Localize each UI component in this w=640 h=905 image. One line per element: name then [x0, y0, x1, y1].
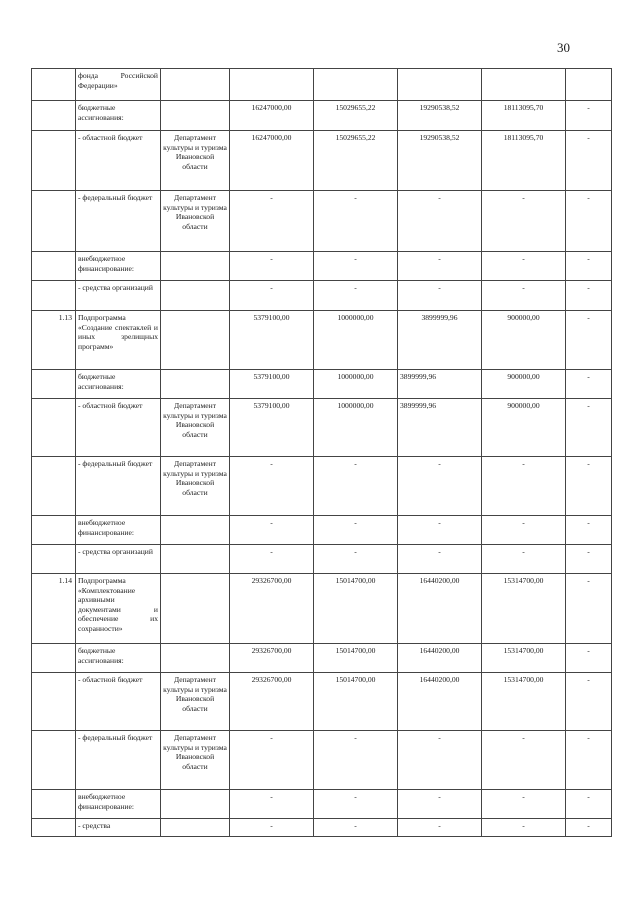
- row-number-cell: [32, 516, 76, 545]
- executor-cell: Департамент культуры и туризма Ивановской области: [161, 131, 230, 191]
- executor-cell: [161, 819, 230, 837]
- value-cell-4: 900000,00: [482, 370, 566, 399]
- row-number-cell: [32, 819, 76, 837]
- value-cell-3: -: [398, 790, 482, 819]
- table-row: [32, 101, 612, 131]
- executor-cell: [161, 370, 230, 399]
- value-cell-2: -: [314, 516, 398, 545]
- value-cell-3: 3899999,96: [398, 311, 482, 370]
- row-number-cell: [32, 399, 76, 457]
- item-name-cell: Подпрограмма «Создание спектаклей и иных зрелищных программ»: [76, 311, 161, 370]
- value-cell-4: -: [482, 790, 566, 819]
- value-cell-5: -: [566, 516, 612, 545]
- executor-cell: Департамент культуры и туризма Ивановской области: [161, 673, 230, 731]
- item-name-cell: - федеральный бюджет: [76, 191, 161, 252]
- item-name-cell: бюджетные ассигнования:: [76, 370, 161, 399]
- value-cell-2: -: [314, 252, 398, 281]
- row-number-cell: [32, 69, 76, 101]
- item-name-cell: - областной бюджет: [76, 399, 161, 457]
- table-row: [32, 731, 612, 790]
- value-cell-1: -: [230, 545, 314, 574]
- row-number-cell: 1.14: [32, 574, 76, 644]
- value-cell-4: 15314700,00: [482, 644, 566, 673]
- row-number-cell: [32, 131, 76, 191]
- value-cell-5: -: [566, 370, 612, 399]
- value-cell-2: -: [314, 457, 398, 516]
- table-row: [32, 311, 612, 370]
- value-cell-4: -: [482, 819, 566, 837]
- value-cell-1: 29326700,00: [230, 644, 314, 673]
- row-number-cell: [32, 191, 76, 252]
- table-row: [32, 516, 612, 545]
- item-name-cell: бюджетные ассигнования:: [76, 101, 161, 131]
- value-cell-3: 3899999,96: [398, 370, 482, 399]
- item-name-cell: - средства организаций: [76, 545, 161, 574]
- item-name-cell: внебюджетное финансирование:: [76, 790, 161, 819]
- value-cell-2: -: [314, 819, 398, 837]
- value-cell-3: -: [398, 545, 482, 574]
- value-cell-2: 1000000,00: [314, 311, 398, 370]
- value-cell-4: 900000,00: [482, 311, 566, 370]
- value-cell-3: [398, 69, 482, 101]
- value-cell-2: 1000000,00: [314, 399, 398, 457]
- executor-cell: [161, 574, 230, 644]
- item-name-cell: - федеральный бюджет: [76, 731, 161, 790]
- value-cell-3: -: [398, 281, 482, 311]
- value-cell-1: 5379100,00: [230, 311, 314, 370]
- executor-cell: [161, 69, 230, 101]
- item-name-cell: внебюджетное финансирование:: [76, 252, 161, 281]
- value-cell-5: -: [566, 311, 612, 370]
- executor-cell: Департамент культуры и туризма Ивановской области: [161, 191, 230, 252]
- row-number-cell: [32, 370, 76, 399]
- table-row: [32, 644, 612, 673]
- table-row: [32, 819, 612, 837]
- executor-cell: [161, 790, 230, 819]
- row-number-cell: [32, 101, 76, 131]
- item-name-cell: внебюджетное финансирование:: [76, 516, 161, 545]
- table-row: [32, 252, 612, 281]
- value-cell-4: -: [482, 457, 566, 516]
- value-cell-3: 16440200,00: [398, 574, 482, 644]
- item-name-cell: Подпрограмма «Комплектование архивными документами и обеспечение их сохранности»: [76, 574, 161, 644]
- value-cell-5: -: [566, 252, 612, 281]
- value-cell-5: -: [566, 131, 612, 191]
- item-name-cell: бюджетные ассигнования:: [76, 644, 161, 673]
- value-cell-4: 900000,00: [482, 399, 566, 457]
- executor-cell: [161, 281, 230, 311]
- table-row: [32, 370, 612, 399]
- value-cell-2: -: [314, 281, 398, 311]
- executor-cell: [161, 101, 230, 131]
- row-number-cell: [32, 545, 76, 574]
- value-cell-1: -: [230, 819, 314, 837]
- row-number-cell: [32, 457, 76, 516]
- item-name-cell: - федеральный бюджет: [76, 457, 161, 516]
- item-name-cell: - средства организаций: [76, 281, 161, 311]
- value-cell-2: 1000000,00: [314, 370, 398, 399]
- row-number-cell: [32, 644, 76, 673]
- value-cell-1: 5379100,00: [230, 399, 314, 457]
- value-cell-4: 15314700,00: [482, 574, 566, 644]
- value-cell-5: -: [566, 101, 612, 131]
- executor-cell: [161, 252, 230, 281]
- executor-cell: Департамент культуры и туризма Ивановской области: [161, 731, 230, 790]
- value-cell-1: 5379100,00: [230, 370, 314, 399]
- value-cell-2: 15014700,00: [314, 644, 398, 673]
- item-name-cell: фонда Российской Федерации»: [76, 69, 161, 101]
- value-cell-4: 18113095,70: [482, 101, 566, 131]
- table-row: [32, 131, 612, 191]
- value-cell-4: -: [482, 731, 566, 790]
- value-cell-4: [482, 69, 566, 101]
- value-cell-2: 15014700,00: [314, 574, 398, 644]
- row-number-cell: [32, 673, 76, 731]
- value-cell-1: 29326700,00: [230, 574, 314, 644]
- value-cell-2: 15029655,22: [314, 101, 398, 131]
- value-cell-1: 16247000,00: [230, 131, 314, 191]
- table-row: [32, 790, 612, 819]
- value-cell-3: 3899999,96: [398, 399, 482, 457]
- item-name-cell: - областной бюджет: [76, 673, 161, 731]
- value-cell-2: 15029655,22: [314, 131, 398, 191]
- value-cell-3: -: [398, 457, 482, 516]
- item-name-cell: - областной бюджет: [76, 131, 161, 191]
- executor-cell: [161, 311, 230, 370]
- value-cell-4: 18113095,70: [482, 131, 566, 191]
- value-cell-1: -: [230, 252, 314, 281]
- value-cell-3: -: [398, 252, 482, 281]
- value-cell-5: -: [566, 673, 612, 731]
- value-cell-1: 29326700,00: [230, 673, 314, 731]
- value-cell-1: -: [230, 790, 314, 819]
- executor-cell: Департамент культуры и туризма Ивановской области: [161, 457, 230, 516]
- value-cell-5: -: [566, 731, 612, 790]
- value-cell-5: -: [566, 790, 612, 819]
- row-number-cell: [32, 252, 76, 281]
- value-cell-5: -: [566, 281, 612, 311]
- value-cell-3: 16440200,00: [398, 673, 482, 731]
- value-cell-3: -: [398, 191, 482, 252]
- value-cell-2: 15014700,00: [314, 673, 398, 731]
- value-cell-5: -: [566, 457, 612, 516]
- executor-cell: [161, 516, 230, 545]
- table-row: [32, 574, 612, 644]
- value-cell-1: -: [230, 281, 314, 311]
- value-cell-4: -: [482, 191, 566, 252]
- value-cell-1: 16247000,00: [230, 101, 314, 131]
- table-row: [32, 69, 612, 101]
- budget-table-body: [32, 69, 612, 837]
- row-number-cell: [32, 790, 76, 819]
- value-cell-3: 16440200,00: [398, 644, 482, 673]
- page-number: 30: [557, 40, 570, 55]
- value-cell-3: 19290538,52: [398, 131, 482, 191]
- table-row: [32, 399, 612, 457]
- value-cell-5: -: [566, 819, 612, 837]
- table-row: [32, 545, 612, 574]
- value-cell-4: -: [482, 252, 566, 281]
- value-cell-1: -: [230, 516, 314, 545]
- row-number-cell: [32, 731, 76, 790]
- value-cell-5: -: [566, 644, 612, 673]
- executor-cell: [161, 644, 230, 673]
- value-cell-3: -: [398, 819, 482, 837]
- value-cell-3: -: [398, 516, 482, 545]
- value-cell-3: 19290538,52: [398, 101, 482, 131]
- value-cell-2: -: [314, 545, 398, 574]
- table-row: [32, 673, 612, 731]
- value-cell-2: -: [314, 790, 398, 819]
- value-cell-1: -: [230, 731, 314, 790]
- value-cell-3: -: [398, 731, 482, 790]
- value-cell-5: -: [566, 191, 612, 252]
- row-number-cell: [32, 281, 76, 311]
- value-cell-4: -: [482, 281, 566, 311]
- value-cell-5: -: [566, 545, 612, 574]
- value-cell-1: [230, 69, 314, 101]
- executor-cell: Департамент культуры и туризма Ивановской области: [161, 399, 230, 457]
- executor-cell: [161, 545, 230, 574]
- value-cell-5: -: [566, 574, 612, 644]
- table-row: [32, 191, 612, 252]
- value-cell-4: 15314700,00: [482, 673, 566, 731]
- value-cell-4: -: [482, 516, 566, 545]
- value-cell-2: -: [314, 731, 398, 790]
- table-row: [32, 457, 612, 516]
- value-cell-2: [314, 69, 398, 101]
- value-cell-5: -: [566, 399, 612, 457]
- item-name-cell: - средства: [76, 819, 161, 837]
- row-number-cell: 1.13: [32, 311, 76, 370]
- budget-table: [31, 68, 612, 837]
- value-cell-5: [566, 69, 612, 101]
- value-cell-2: -: [314, 191, 398, 252]
- value-cell-1: -: [230, 191, 314, 252]
- value-cell-4: -: [482, 545, 566, 574]
- table-row: [32, 281, 612, 311]
- value-cell-1: -: [230, 457, 314, 516]
